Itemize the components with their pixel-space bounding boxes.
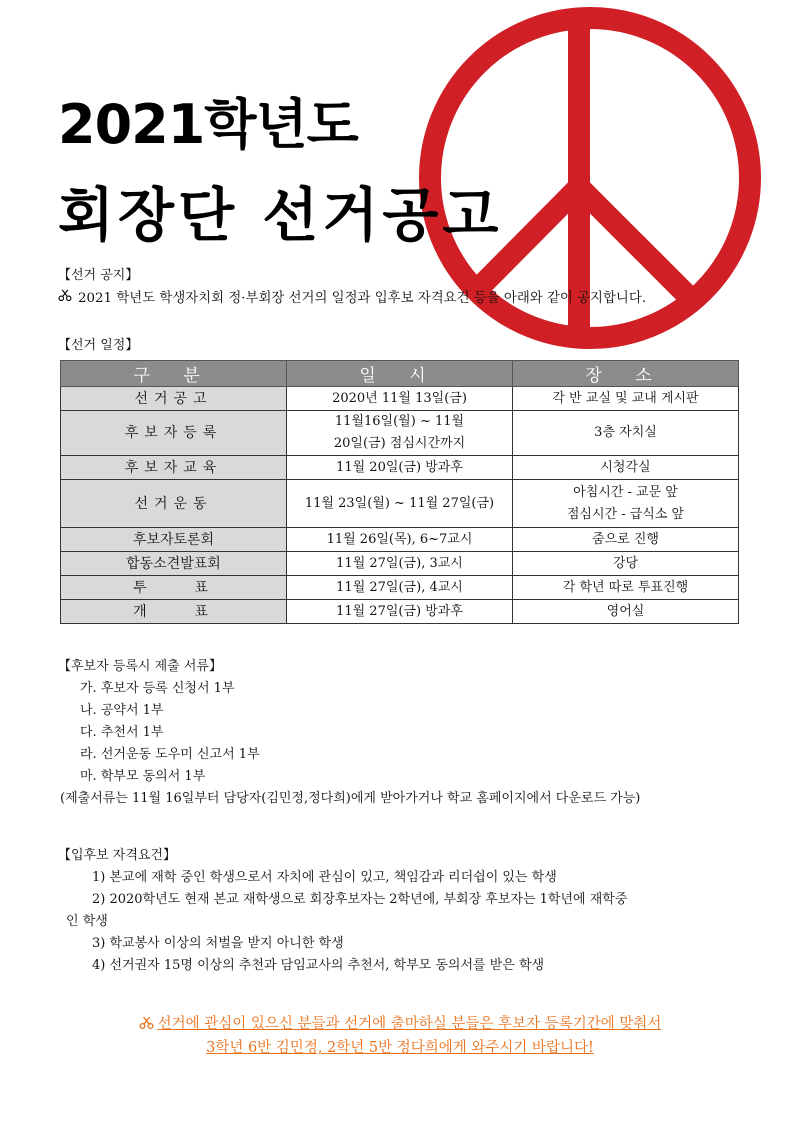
table-row	[61, 480, 739, 528]
row-place: 강당	[513, 552, 739, 576]
column-header: 구 분	[61, 361, 287, 387]
list-item: 라. 선거운동 도우미 신고서 1부	[80, 747, 260, 762]
notice-heading: 【선거 공지】	[58, 268, 139, 283]
schedule-heading: 【선거 일정】	[58, 338, 139, 353]
list-item: 2) 2020학년도 현재 본교 재학생으로 회장후보자는 2학년에, 부회장 후보자는 1학년에 재학중	[92, 892, 628, 907]
list-item: 다. 추천서 1부	[80, 725, 164, 740]
table-row	[61, 411, 739, 456]
row-category: 후보자교육	[61, 456, 287, 480]
documents-heading: 【후보자 등록시 제출 서류】	[58, 659, 222, 674]
list-item: 1) 본교에 재학 중인 학생으로서 자치에 관심이 있고, 책임감과 리더쉽이 있는 학생	[92, 870, 557, 885]
row-category: 투 표	[61, 576, 287, 600]
list-item: 가. 후보자 등록 신청서 1부	[80, 681, 235, 696]
row-place: 각 학년 따로 투표진행	[513, 576, 739, 600]
table-row	[61, 456, 739, 480]
row-place: 각 반 교실 및 교내 게시판	[513, 387, 739, 411]
row-place	[513, 480, 739, 528]
row-place-line: 점심시간 - 급식소 앞	[566, 506, 685, 522]
row-datetime: 11월 23일(월) ~ 11월 27일(금)	[287, 480, 513, 528]
table-row	[61, 552, 739, 576]
scissors-icon	[58, 289, 72, 302]
row-datetime: 11월 27일(금), 3교시	[287, 552, 513, 576]
row-place: 3층 자치실	[513, 411, 739, 456]
row-datetime: 2020년 11월 13일(금)	[287, 387, 513, 411]
row-datetime-line: 11월16일(월) ~ 11월	[334, 414, 465, 429]
row-category: 후보자등록	[61, 411, 287, 456]
documents-section	[58, 656, 640, 810]
list-item: 마. 학부모 동의서 1부	[80, 769, 206, 784]
list-item: 4) 선거권자 15명 이상의 추천과 담임교사의 추천서, 학부모 동의서를 받은 학생	[92, 958, 545, 973]
column-header: 일 시	[287, 361, 513, 387]
footer-line1: 선거에 관심이 있으신 분들과 선거에 출마하실 분들은 후보자 등록기간에 맞춰서	[157, 1016, 662, 1032]
table-row	[61, 528, 739, 552]
list-item: 나. 공약서 1부	[80, 703, 164, 718]
table-header-row	[61, 361, 739, 387]
notice-text: 2021 학년도 학생자치회 정·부회장 선거의 일정과 입후보 자격요건 등을 아래와 같이 공지합니다.	[78, 291, 647, 306]
requirements-heading: 【입후보 자격요건】	[58, 848, 177, 863]
row-datetime: 11월 27일(금), 4교시	[287, 576, 513, 600]
page-title-main: 회장단 선거공고	[58, 181, 503, 249]
list-item-continuation: 인 학생	[66, 914, 108, 929]
requirements-section	[58, 845, 738, 977]
row-datetime: 11월 27일(금) 방과후	[287, 600, 513, 624]
row-place: 줌으로 진행	[513, 528, 739, 552]
row-category: 선거공고	[61, 387, 287, 411]
row-category: 합동소견발표회	[61, 552, 287, 576]
footer-line2: 3학년 6반 김민정, 2학년 5반 정다희에게 와주시기 바랍니다!	[206, 1040, 594, 1056]
row-place-line: 아침시간 - 교문 앞	[573, 484, 678, 500]
row-category: 후보자토론회	[61, 528, 287, 552]
row-datetime	[287, 411, 513, 456]
row-category: 선거운동	[61, 480, 287, 528]
row-category: 개 표	[61, 600, 287, 624]
row-datetime: 11월 26일(목), 6~7교시	[287, 528, 513, 552]
column-header: 장 소	[513, 361, 739, 387]
row-place: 영어실	[513, 600, 739, 624]
page-title-year: 2021학년도	[58, 93, 358, 156]
notice-text-row	[58, 287, 646, 306]
schedule-table	[60, 360, 739, 624]
documents-note: (제출서류는 11월 16일부터 담당자(김민정,정다희)에게 받아가거나 학교 홈페이지에서 다운로드 가능)	[60, 791, 641, 806]
footer-notice	[70, 1012, 730, 1060]
list-item: 3) 학교봉사 이상의 처벌을 받지 아니한 학생	[92, 936, 344, 951]
row-datetime: 11월 20일(금) 방과후	[287, 456, 513, 480]
table-row	[61, 387, 739, 411]
table-row	[61, 576, 739, 600]
table-row	[61, 600, 739, 624]
scissors-icon	[139, 1016, 154, 1030]
row-place: 시청각실	[513, 456, 739, 480]
row-datetime-line: 20일(금) 점심시간까지	[333, 436, 466, 451]
